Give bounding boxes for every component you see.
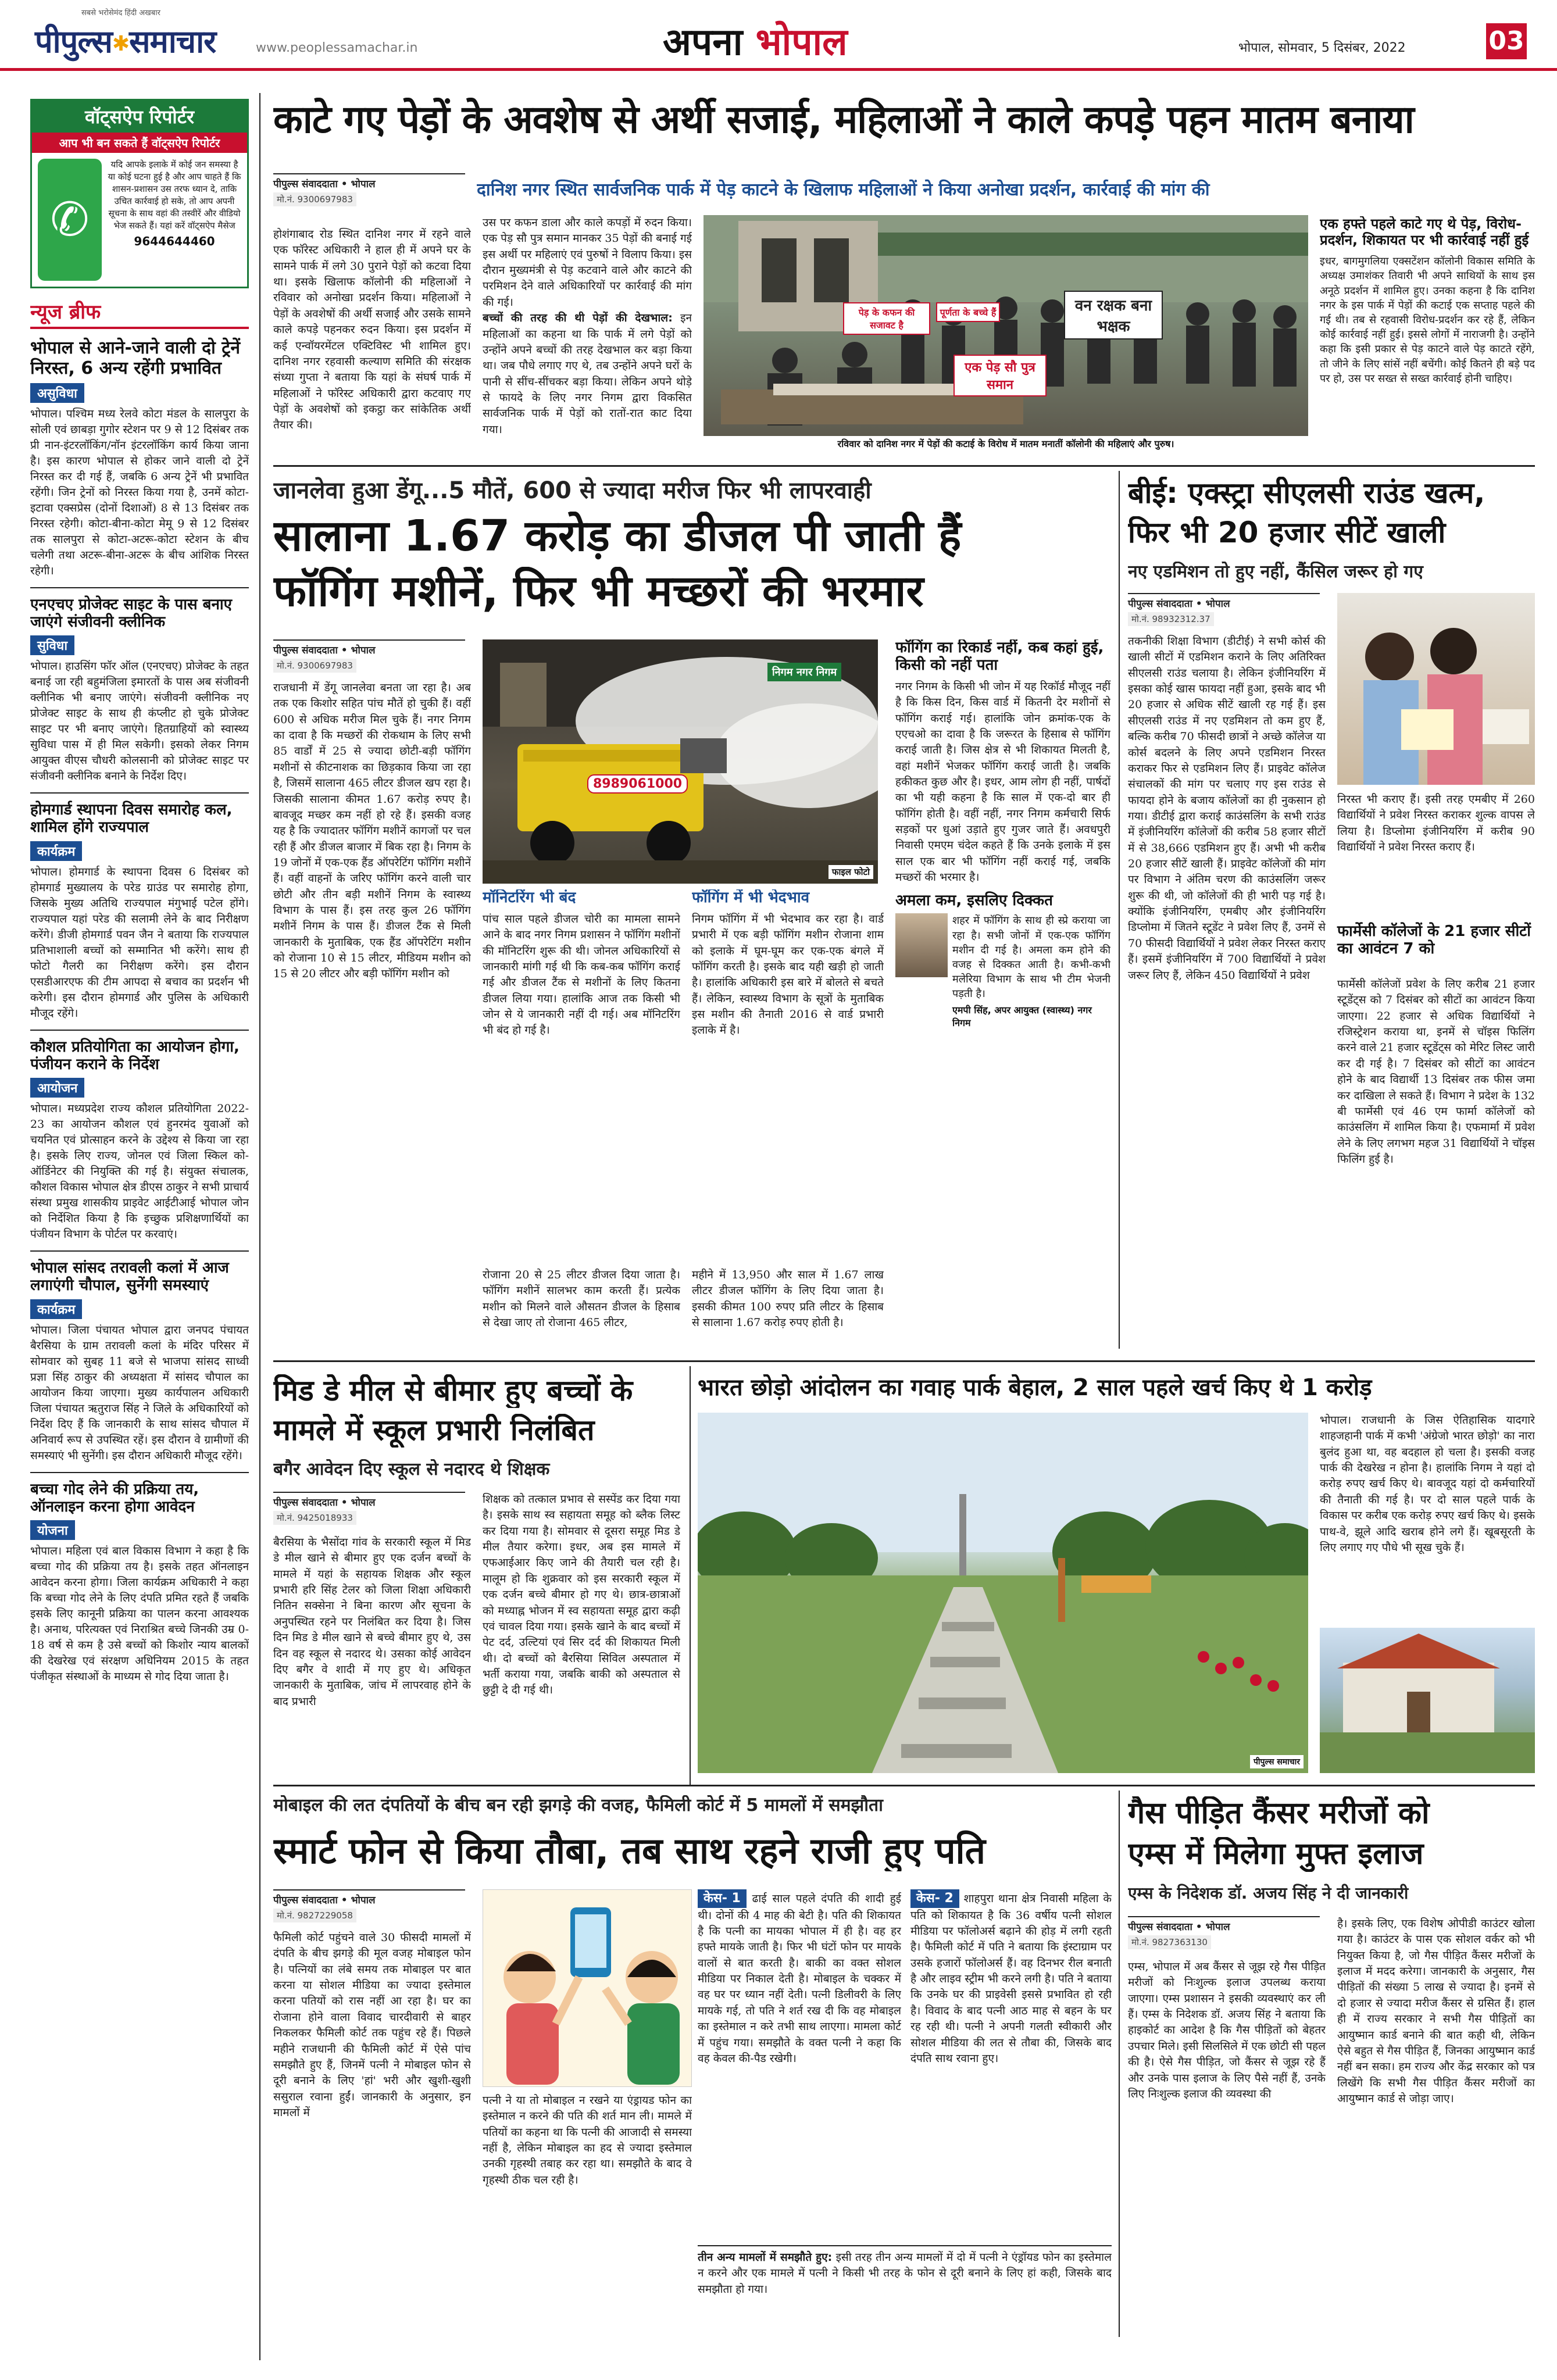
midday-byline: पीपुल्स संवाददाता • भोपाल xyxy=(273,1492,465,1509)
dengue-box-monitoring xyxy=(483,889,680,1262)
midday-headline-2: मामले में स्कूल प्रभारी निलंबित xyxy=(273,1414,595,1447)
lead-col-2 xyxy=(483,215,692,459)
column-divider xyxy=(1119,1791,1120,2337)
dengue-mobile: मो.नं. 9300697983 xyxy=(273,659,356,673)
paper-name-left: पीपुल्स xyxy=(35,23,112,60)
footer-title: तीन अन्य मामलों में समझौते हुए: xyxy=(698,2251,833,2264)
aiims-col-2: है। इसके लिए, एक विशेष ओपीडी काउंटर खोला गया है। काउंटर के पास एक सोशल वर्कर को भी नियुक्त किया है, जो गैस पीड़ित कैंसर मरीजों के इलाज में मदद करेगा। जानकारी के अनुसार, गैस पीड़ितों की संख्या 5 लाख से ज्यादा है। इनमें से दो हजार से ज्यादा मरीज कैंसर से ग्रसित हैं। हाल ही में राज्य सरकार ने सभी गैस पीड़ितों का आयुष्मान कार्ड बनाने की बात कही थी, लेकिन ऐसे बहुत से गैस पीड़ित हैं, जिनका आयुष्मान कार्ड नहीं बन सका। हम राज्य और केंद्र सरकार को पत्र लिखेंगे कि सभी गैस पीड़ित कैंसर मरीजों का आयुष्मान कार्ड से जोड़ा जाए। xyxy=(1337,1917,1535,2105)
brief-text: भोपाल। महिला एवं बाल विकास विभाग ने कहा है कि बच्चा गोद की प्रक्रिया तय है। इसके तहत ऑनलाइन आवेदन करना होगा। जिला कार्यक्रम अधिकारी ने कहा कि बच्चा गोद लेने के लिए दंपति प्रमित रहते हैं जबकि इसके लिए कानूनी प्रक्रिया का पालन करना आवश्यक है। अनाथ, परित्यक्त एवं निराश्रित बच्चे जिनकी उम्र 0-18 वर्ष से कम है उसे बच्चों को किशोर न्याय बालकों की देखरेख एवं संरक्षण अधिनियम 2015 के तहत पंजीकृत संस्थाओं के माध्यम से गोद दिया जाता है। xyxy=(30,1545,249,1684)
sidebar-divider xyxy=(259,93,260,2360)
be-photo xyxy=(1337,593,1535,785)
be-byline: पीपुल्स संवाददाता • भोपाल xyxy=(1128,593,1320,610)
lead-photo-caption: रविवार को दानिश नगर में पेड़ों की कटाई के विरोध में मातम मनातीं कॉलोनी की महिलाएं और पुरुष। xyxy=(703,437,1308,450)
smartphone-kicker: मोबाइल की लत दंपतियों के बीच बन रही झगड़े की वजह, फैमिली कोर्ट में 5 मामलों में समझौता xyxy=(273,1795,883,1816)
quote-text: शहर में फॉगिंग के साथ ही स्प्रे कराया जा रहा है। सभी जोनों में एक-एक फॉगिंग मशीन दी गई है। अमला कम होने की वजह से दिक्कत आती है। कभी-कभी मलेरिया विभाग के साथ भी टीम भेजनी पड़ती है। xyxy=(952,914,1110,1000)
case-2 xyxy=(910,1889,1112,2238)
protest-photo-illustration xyxy=(703,215,1308,436)
midday-col-1: बैरसिया के भैसोंदा गांव के सरकारी स्कूल में मिड डे मील खाने से बीमार हुए एक दर्जन बच्चों के मामले में यहां के सहायक शिक्षक और स्कूल प्रभारी हरि सिंह टेलर को जिला शिक्षा अधिकारी नितिन सक्सेना ने बिना कारण और सूचना के अनुपस्थित रहने पर निलंबित कर दिया है। जिस दिन मिड डे मील खाने से बच्चे बीमार हुए थे, उस दिन वह स्कूल से नदारद थे। उसका कोई आवेदन दिए बगैर वे शादी में गए हुए थे। अधिकृत जानकारी के मुताबिक, जांच में लापरवाह होने के बाद प्रभारी xyxy=(273,1536,471,1708)
lead-col-2-text-b: इन महिलाओं का कहना था कि पार्क में लगे पेड़ों को उन्होंने अपने बच्चों की तरह देखभाल कर बड़ा किया था। जब पौधे लगाए गए थे, तब उन्होंने अपने घरों के पानी से सींच-सींचकर बड़ा किया। लेकिन अपने थोड़े से फायदे के लिए नगर निगम द्वारा विकसित सार्वजनिक पार्क में पेड़ों को रातों-रात काट दिया गया। xyxy=(483,312,692,436)
brief-headline: भोपाल से आने-जाने वाली दो ट्रेनें निरस्त, 6 अन्य रहेंगी प्रभावित xyxy=(30,338,240,378)
sidebar xyxy=(30,99,249,2360)
placard: पेड़ के कफन की सजावट है xyxy=(843,302,930,335)
section-title xyxy=(663,15,848,66)
be-byline-block xyxy=(1128,593,1320,626)
whatsapp-sub: आप भी बन सकते हैं वॉट्सऐप रिपोर्टर xyxy=(32,133,247,153)
park-photo xyxy=(698,1413,1308,1773)
truck-sign: निगम नगर निगम xyxy=(767,663,841,681)
brief-headline: भोपाल सांसद तरावली कलां में आज लगाएंगी चौपाल, सुनेंगी समस्याएं xyxy=(30,1259,229,1295)
lead-col-1: होशंगाबाद रोड स्थित दानिश नगर में रहने वाले एक फॉरेस्ट अधिकारी ने हाल ही में अपने घर के सामने पार्क में लगे 30 पुराने पेड़ों को कटवा दिया था। इसके खिलाफ कॉलोनी की महिलाओं ने रविवार को अनोखा प्रदर्शन किया। महिलाओं ने पेड़ों के अवशेषों की अर्थी सजाई और उसके सामने काले कपड़े पहनकर रुदन किया। इस प्रदर्शन में कई एन्वॉयरमेंटल एक्टिविस्ट भी शामिल हुए। दानिश नगर रहवासी कल्याण समिति की संरक्षक संध्या गुप्ता ने बताया कि यहां के संघर्ष पार्क में महिलाओं ने फॉरेस्ट अधिकारी द्वारा कटवाए गए पेड़ों के अवशेषों को इकट्ठा कर सांकेतिक अर्थी तैयार की। xyxy=(273,228,471,432)
lead-byline: पीपुल्स संवाददाता • भोपाल xyxy=(273,173,465,190)
dengue-byline: पीपुल्स संवाददाता • भोपाल xyxy=(273,639,465,656)
brief-text: भोपाल। हाउसिंग फॉर ऑल (एनएचए) प्रोजेक्ट के तहत बनाई जा रही बहुमंजिला इमारतों के पास अब संजीवनी क्लीनिक भी बनाए जाएंगे। संजीवनी क्लीनिक नए प्रोजेक्ट साइट के साथ ही कंप्लीट हो चुके प्रोजेक्ट साइट पर भी बनाए जाएंगे। हितग्राहियों को स्वास्थ्य सुविधा पास में ही मिल सकेगी। इसको लेकर निगम आयुक्त वीएस चौधरी कोलसानी को प्रोजेक्ट साइट पर संजीवनी क्लीनिक बनाने के निर्देश दिए। xyxy=(30,660,249,783)
smartphone-footer xyxy=(698,2245,1112,2332)
lead-sidebar xyxy=(1320,216,1535,460)
column-divider xyxy=(690,1366,691,1785)
box-title: अमला कम, इसलिए दिक्कत xyxy=(895,892,1053,910)
placard: पूर्णता के बच्चे हैं xyxy=(936,302,1000,322)
dengue-box-record xyxy=(895,639,1110,1349)
be-col-1: तकनीकी शिक्षा विभाग (डीटीई) ने सभी कोर्स की खाली सीटों में एडमिशन कराने के लिए अतिरिक्त सीएलसी राउंड चलाया है। लेकिन इंजीनियरिंग में इसका कोई खास फायदा नहीं हुआ, इसके बाद भी 20 हजार से अधिक सीटें खाली रह गई हैं। इस सीएलसी राउंड में नए एडमिशन तो कम हुए हैं, बल्कि करीब 70 फीसदी छात्रों ने अच्छे कॉलेज या कोर्स बदलने के लिए अपने एडमिशन निरस्त कराकर फिर से एडमिशन लिए हैं। प्राइवेट कॉलेज संचालकों की मांग पर चलाए गए इस राउंड से फायदा होने के बजाय कॉलेजों का ही नुकसान हो गया। डीटीई द्वारा कराई काउंसलिंग के सभी राउंड में इंजीनियरिंग कॉलेजों की करीब 58 हजार सीटों में से 38,666 एडमिशन हुए हैं। अभी भी करीब 20 हजार सीटें खाली हैं। प्राइवेट कॉलेजों की मांग पर विभाग ने अंतिम चरण की काउंसलिंग जरूर शुरू की थी, जो कॉलेजों की ही भारी पड़ गई है। क्योंकि इंजीनियरिंग, एमबीए और इंजीनियरिंग डिप्लोमा में जितने स्टूडेंट ने प्रवेश लिए हैं, उनमें से 70 फीसदी विद्यार्थियों ने प्रवेश लेकर निरस्त कराए हैं। इसमें इंजीनियरिंग में 700 विद्यार्थियों ने प्रवेश जरूर लिए हैं, लेकिन 450 विद्यार्थियों ने प्रवेश xyxy=(1128,635,1326,982)
smartphone-headline: स्मार्ट फोन से किया तौबा, तब साथ रहने राजी हुए पति xyxy=(273,1830,985,1872)
brief-item xyxy=(30,802,249,1021)
smartphone-col-1: फैमिली कोर्ट पहुंचने वाले 30 फीसदी मामलों में दंपति के बीच झगड़े की मूल वजह मोबाइल फोन है। पत्नियों का लंबे समय तक मोबाइल पर बात करना या सोशल मीडिया का ज्यादा इस्तेमाल करना पतियों को रास नहीं आ रहा है। घर का रोजाना होने वाला विवाद चारदीवारी से बाहर निकलकर फैमिली कोर्ट तक पहुंच रहे हैं। पिछले महीने राजधानी की फैमिली कोर्ट में ऐसे पांच समझौते हुए हैं, जिनमें पत्नी ने मोबाइल फोन से दूरी बनाने के लिए 'हां' भरी और खुशी-खुशी ससुराल रवाना हुईं। जानकारी के अनुसार, इन मामलों में xyxy=(273,1931,471,2119)
logo-star-icon: ✱ xyxy=(112,31,130,56)
truck-phone: 8989061000 xyxy=(587,774,688,794)
midday-kicker: बगैर आवेदन दिए स्कूल से नदारद थे शिक्षक xyxy=(273,1459,550,1480)
case-2-tag: केस- 2 xyxy=(910,1889,959,1908)
aiims-headline-2: एम्स में मिलेगा मुफ्त इलाज xyxy=(1128,1837,1424,1871)
be-col-2b: फार्मेसी कॉलेजों प्रवेश के लिए करीब 21 हजार स्टूडेंट्स को 7 दिसंबर को सीटों का आवंटन किया जाएगा। 22 हजार से अधिक विद्यार्थियों ने रजिस्ट्रेशन कराया था, इनमें से चॉइस फिलिंग करने वाले 21 हजार स्टूडेंट्स को मेरिट लिस्ट जारी कर दी गई है। 7 दिसंबर को सीटों का आवंटन होने के बाद विद्यार्थी 13 दिसंबर तक फीस जमा कर दाखिला ले सकते हैं। विभाग ने प्रदेश के 132 बी फार्मेसी एवं 46 एम फार्मा कॉलेजों को काउंसलिंग में शामिल किया है। एफमार्मा में प्रवेश लेने के लिए लगभग महज 31 विद्यार्थियों ने चॉइस फिलिंग हुई है। xyxy=(1337,978,1535,1166)
dengue-col-2: रोजाना 20 से 25 लीटर डीजल दिया जाता है। फॉगिंग मशीनें सालभर काम करती हैं। प्रत्येक मशीन को मिलने वाले औसतन डीजल के हिसाब से देखा जाए तो रोजाना 465 लीटर, xyxy=(483,1268,680,1330)
brief-item xyxy=(30,596,249,785)
brief-item xyxy=(30,1481,249,1685)
whatsapp-box xyxy=(30,99,249,288)
smartphone-byline: पीपुल्स संवाददाता • भोपाल xyxy=(273,1889,465,1906)
section-divider xyxy=(273,1785,1535,1786)
quote-sig: एमपी सिंह, अपर आयुक्त (स्वास्थ्य) नगर निगम xyxy=(952,1005,1092,1029)
park-inset-illustration xyxy=(1320,1628,1535,1773)
brief-tag: योजना xyxy=(30,1520,75,1540)
midday-headline-1: मिड डे मील से बीमार हुए बच्चों के xyxy=(273,1374,633,1407)
students-photo-illustration xyxy=(1337,593,1535,785)
park-illustration xyxy=(698,1413,1308,1773)
aiims-col-1: एम्स, भोपाल में अब कैंसर से जूझ रहे गैस पीड़ित मरीजों को निःशुल्क इलाज उपलब्ध कराया जाएगा। एम्स प्रशासन ने इसकी व्यवस्थाएं कर ली हैं। एम्स के निदेशक डॉ. अजय सिंह ने बताया कि हाइकोर्ट का आदेश है कि गैस पीड़ितों को बेहतर उपचार मिले। इसी सिलसिले में एक छोटी सी पहल की है। ऐसे गैस पीड़ित, जो कैंसर से जूझ रहे हैं और उनके पास इलाज के लिए पैसे नहीं हैं, उनके लिए निःशुल्क इलाज की व्यवस्था की xyxy=(1128,1960,1326,2100)
dateline: भोपाल, सोमवार, 5 दिसंबर, 2022 xyxy=(1238,41,1406,55)
lead-col-2-subhead: बच्चों की तरह की थी पेड़ों की देखभाल: xyxy=(483,312,673,325)
brief-tag: असुविधा xyxy=(30,383,84,403)
dengue-box-bias xyxy=(692,889,884,1262)
dengue-col-1: राजधानी में डेंगू जानलेवा बनता जा रहा है। अब तक एक किशोर सहित पांच मौतें हो चुकी हैं। वहीं 600 से अधिक मरीज मिल चुके हैं। नगर निगम का दावा है कि मच्छरों की रोकथाम के लिए सभी 85 वार्डों में 25 से ज्यादा छोटी-बड़ी फॉगिंग मशीनों से कीटनाशक का छिड़काव किया जा रहा है, जिसमें सालाना 465 लीटर डीजल खप रहा है। जिसकी सालाना कीमत 1.67 करोड़ रुपए है। बावजूद मच्छर कम नहीं हो रहे हैं। इसकी वजह यह है कि ज्यादातर फॉगिंग मशीनें कागजों पर चल रही हैं और डीजल बाजार में बिक रहा है। निगम के 19 जोनों में एक-एक हैंड ऑपरेटिंग फॉगिंग मशीनें हैं। वहीं वाहनों के जरिए फॉगिंग करने वाली चार छोटी और तीन बड़ी मशीनें निगम के स्वास्थ्य विभाग के पास हैं। इस तरह कुल 26 फॉगिंग मशीनें निगम के पास हैं। डीजल टैंक से मिली जानकारी के मुताबिक, एक हैंड ऑपरेटिंग मशीन को रोजाना 10 से 15 लीटर, मीडियम मशीन को 15 से 20 लीटर और बड़ी फॉगिंग मशीन को xyxy=(273,681,471,981)
aiims-byline: पीपुल्स संवाददाता • भोपाल xyxy=(1128,1916,1320,1933)
footer-text: इसी तरह तीन अन्य मामलों में दो में पत्नी ने एंड्रॉयड फोन का इस्तेमाल न करने और एक मामले में पत्नी ने किसी भी तरह के फोन से दूरी बनाने के लिए हां कही, जिसके बाद समझौता हो गया। xyxy=(698,2251,1112,2296)
whatsapp-icon: ✆ xyxy=(38,159,102,281)
brief-headline: कौशल प्रतियोगिता का आयोजन होगा, पंजीयन कराने के निर्देश xyxy=(30,1038,240,1073)
lead-side-headline: एक हफ्ते पहले काटे गए थे पेड़, विरोध-प्रदर्शन, शिकायत पर भी कार्रवाई नहीं हुई xyxy=(1320,216,1529,248)
paper-logo xyxy=(35,19,216,62)
section-prefix: अपना xyxy=(663,21,743,64)
brief-tag: आयोजन xyxy=(30,1078,84,1098)
smartphone-byline-block xyxy=(273,1889,465,1922)
brief-text: भोपाल। होमगार्ड के स्थापना दिवस 6 दिसंबर को होमगार्ड मुख्यालय के परेड ग्राउंड पर समारोह होगा, जिसके मुख्य अतिथि राज्यपाल मंगुभाई पटेल होंगे। राज्यपाल यहां परेड की सलामी लेने के बाद निरीक्षण करेंगे। डीजी होमगार्ड पवन जैन ने बताया कि राज्यपाल प्रतिभाशाली बच्चों को सम्मानित भी करेंगे। साथ ही फोटो गैलरी का निरीक्षण करेंगे। इस दौरान एसडीआरएफ की टीम आपदा से बचाव का प्रदर्शन भी करेगी। इस दौरान होमगार्ड और पुलिस के अधिकारी मौजूद रहेंगे। xyxy=(30,865,249,1020)
couple-cartoon-illustration xyxy=(483,1890,692,2087)
dengue-byline-block xyxy=(273,639,465,673)
park-headline: भारत छोड़ो आंदोलन का गवाह पार्क बेहाल, 2 साल पहले खर्च किए थे 1 करोड़ xyxy=(698,1374,1372,1401)
box-title: फॉगिंग में भी भेदभाव xyxy=(692,889,810,906)
paper-name-right: समाचार xyxy=(129,23,216,60)
park-text: भोपाल। राजधानी के जिस ऐतिहासिक यादगारे शाहजहानी पार्क में कभी 'अंग्रेजो भारत छोड़ो' का नारा बुलंद हुआ था, वह बदहाल हो चला है। इसकी वजह पार्क की देखरेख न होना है। हालांकि निगम ने यहां दो करोड़ रुपए खर्च किए थे। बावजूद यहां दो कर्मचारियों की तैनाती की गई है। पर दो साल पहले पार्क के विकास पर करीब एक करोड़ रुपए खर्च किए थे। इसके पाथ-वे, झूले आदि खराब होने लगे हैं। खूबसूरती के लिए लगाए गए पौधे भी सूख चुके हैं। xyxy=(1320,1414,1535,1554)
aiims-kicker: एम्स के निदेशक डॉ. अजय सिंह ने दी जानकारी xyxy=(1128,1884,1409,1903)
lead-headline: काटे गए पेड़ों के अवशेष से अर्थी सजाई, महिलाओं ने काले कपड़े पहन मातम बनाया xyxy=(273,98,1414,142)
section-divider xyxy=(273,1360,1535,1362)
aiims-headline-1: गैस पीड़ित कैंसर मरीजों को xyxy=(1128,1796,1430,1831)
be-mobile: मो.नं. 98932312.37 xyxy=(1128,612,1214,626)
brief-headline: बच्चा गोद लेने की प्रक्रिया तय, ऑनलाइन करना होगा आवेदन xyxy=(30,1480,199,1516)
box-title: फॉगिंग का रिकार्ड नहीं, कब कहां हुई, किसी को नहीं पता xyxy=(895,639,1104,674)
whatsapp-title: वॉट्सऐप रिपोर्टर xyxy=(32,101,247,133)
park-inset-photo xyxy=(1320,1628,1535,1773)
case-1 xyxy=(698,1889,901,2238)
lead-col-2-text: उस पर कफन डाला और काले कपड़ों में रुदन किया। एक पेड़ सौ पुत्र समान मानकर 35 पेड़ों की बनाई गई इस अर्थी पर महिलाएं एवं पुरुषों ने विलाप किया। इस दौरान मुख्यमंत्री से पेड़ कटवाने वाले और काटने की परमिशन देने वाले अधिकारियों पर कार्रवाई की मांग की गई। xyxy=(483,216,692,309)
smartphone-mobile: मो.नं. 9827229058 xyxy=(273,1909,356,1922)
brief-headline: एनएचए प्रोजेक्ट साइट के पास बनाए जाएंगे संजीवनी क्लीनिक xyxy=(30,595,233,631)
lead-photo xyxy=(703,215,1308,436)
box-text: पांच साल पहले डीजल चोरी का मामला सामने आने के बाद नगर निगम प्रशासन ने फॉगिंग मशीनों की मॉनिटरिंग शुरू की थी। जोनल अधिकारियों से जानकारी मांगी गई थी कि कब-कब फॉगिंग कराई गई और डीजल टैंक से मशीनों के लिए कितना डीजल लिया गया। हालांकि आज तक किसी भी जोन से ये जानकारी नहीं दी गई। अब मॉनिटरिंग भी बंद हो गई है। xyxy=(483,912,680,1037)
lead-side-text: इधर, बागमुगलिया एक्सटेंशन कॉलोनी विकास समिति के अध्यक्ष उमाशंकर तिवारी भी अपने साथियों के साथ इस अनूठे प्रदर्शन में शामिल हुए। उनका कहना है कि दानिश नगर के इस पार्क में पेड़ों की कटाई एक सप्ताह पहले की गई थी। तब से रहवासी विरोध-प्रदर्शन कर रहे हैं, लेकिन कोई कार्रवाई नहीं हुई। इससे लोगों में नाराजगी है। उन्होंने कहा कि इसी प्रकार से पेड़ काटने वाले पेड़ काटते रहेंगे, तो जीने के लिए सांसें नहीं बचेंगी। कोई कितने ही बड़े पद पर हो, उस पर सख्त से सख्त कार्रवाई होनी चाहिए। xyxy=(1320,255,1535,385)
paper-tagline: सबसे भरोसेमंद हिंदी अखबार xyxy=(81,9,160,17)
brief-text: भोपाल। जिला पंचायत भोपाल द्वारा जनपद पंचायत बैरसिया के ग्राम तरावली कलां के मंदिर परिसर में सोमवार को सुबह 11 बजे से भाजपा सांसद साध्वी प्रज्ञा सिंह ठाकुर की अध्यक्षता में सांसद चौपाल का आयोजन किया जाएगा। मुख्य कार्यपालन अधिकारी जिला पंचायत ऋतुराज सिंह ने जिले के अधिकारियों को निर्देश दिए हैं कि जानकारी के साथ सांसद चौपाल में अनिवार्य रूप से उपस्थित रहें। इस दौरान वे ग्रामीणों की समस्याएं भी सुनेंगी। इस दौरान अधिकारी मौजूद रहेंगे। xyxy=(30,1323,249,1462)
column-divider xyxy=(1119,471,1120,1349)
brief-tag: कार्यक्रम xyxy=(30,1299,82,1319)
case-1-tag: केस- 1 xyxy=(698,1889,747,1908)
placard: एक पेड़ सौ पुत्र समान xyxy=(954,355,1047,396)
be-col-2: निरस्त भी कराए हैं। इसी तरह एमबीए में 260 विद्यार्थियों ने प्रवेश निरस्त कराकर शुल्क वापस ले लिया है। डिप्लोमा इंजीनियरिंग में करीब 90 विद्यार्थियों ने प्रवेश निरस्त कराए हैं। xyxy=(1337,793,1535,854)
official-photo xyxy=(895,913,948,977)
lead-deck: दानिश नगर स्थित सार्वजनिक पार्क में पेड़ काटने के खिलाफ महिलाओं ने किया अनोखा प्रदर्शन, कार्रवाई की मांग की xyxy=(477,180,1210,200)
couple-cartoon xyxy=(483,1889,692,2087)
section-divider xyxy=(273,465,1535,467)
brief-text: भोपाल। पश्चिम मध्य रेलवे कोटा मंडल के सालपुरा के सोली एवं छाबड़ा गुगोर स्टेशन पर 9 से 12 दिसंबर तक प्री नान-इंटरलॉकिंग/नॉन इंटरलॉकिंग कार्य किया जाना है। इस कारण भोपाल से होकर जाने वाली दो ट्रेनें निरस्त कर दी गई हैं, जबकि 6 अन्य ट्रेनें भी प्रभावित रहेंगी। जिन ट्रेनों को निरस्त किया गया है, उनमें कोटा-इटावा एक्सप्रेस (दोनों दिशाओं) 8 से 13 दिसंबर तक निरस्त रहेगी। कोटा-बीना-कोटा मेमू 9 से 12 दिसंबर तक सालपुरा से कोटा-अटरू-कोटा स्टेशन के बीच चलेगी तथा अटरू-बीना-अटरू के बीच आंशिक निरस्त रहेगी। xyxy=(30,408,249,577)
box-text: नगर निगम के किसी भी जोन में यह रिकॉर्ड मौजूद नहीं है कि किस दिन, किस वार्ड में कितनी देर मशीनों से फॉगिंग कराई गई। हालांकि जोन क्रमांक-एक के एएचओ का दावा है कि जरूरत के हिसाब से फॉगिंग कराई जाती है। जिस क्षेत्र से भी शिकायत मिलती है, वहां मशीनें भेजकर फॉगिंग कराई जाती है। जबकि हकीकत कुछ और है। इधर, आम लोग ही नहीं, पार्षदों का भी यही कहना है कि साल में एक-दो बार ही फॉगिंग होती है। वहीं नहीं, नगर निगम कर्मचारी सिर्फ सड़कों पर धुआं उड़ाते हुए गुजर जाते हैं। अवधपुरी निवासी एमएम चंदेल कहते हैं कि उनके इलाके में इस साल एक बार भी फॉगिंग नहीं कराई गई, जबकि मच्छरों की भरमार है। xyxy=(895,680,1110,884)
aiims-byline-block xyxy=(1128,1916,1320,1949)
dengue-col-3: महीने में 13,950 और साल में 1.67 लाख लीटर डीजल फॉगिंग के लिए दिया जाता है। इसकी कीमत 100 रुपए प्रति लीटर के हिसाब से सालाना 1.67 करोड़ रुपए होती है। xyxy=(692,1268,884,1330)
brief-headline: होमगार्ड स्थापना दिवस समारोह कल, शामिल होंगे राज्यपाल xyxy=(30,801,233,837)
brief-text: भोपाल। मध्यप्रदेश राज्य कौशल प्रतियोगिता 2022-23 का आयोजन कौशल एवं हुनरमंद युवाओं को चयनित एवं प्रोत्साहन करने के उद्देश्य से किया जा रहा है। इसके लिए राज्य, जोनल एवं जिला स्किल को-ऑर्डिनेटर की नियुक्ति की गई है। संयुक्त संचालक, कौशल विकास भोपाल क्षेत्र डीएस ठाकुर ने सभी प्राचार्य संस्था प्रमुख शासकीय प्राइवेट आईटीआई भोपाल जोन को निर्देशित किया है कि इच्छुक प्रशिक्षणार्थियों का पंजीयन विभाग के पोर्टल पर करवाएं। xyxy=(30,1102,249,1241)
dengue-kicker: जानलेवा हुआ डेंगू...5 मौतें, 600 से ज्यादा मरीज फिर भी लापरवाही xyxy=(273,477,872,504)
section-suffix: भोपाल xyxy=(755,21,848,64)
brief-tag: कार्यक्रम xyxy=(30,841,82,861)
brief-tag: सुविधा xyxy=(30,635,74,655)
dengue-headline-2: फॉगिंग मशीनें, फिर भी मच्छरों की भरमार xyxy=(273,567,924,616)
smartphone-col-2: पत्नी ने या तो मोबाइल न रखने या एंड्रायड फोन का इस्तेमाल न करने की पति की शर्त मान ली। मामले में पतियों का कहना था कि पत्नी की आजादी से समस्या नहीं है, लेकिन मोबाइल का हद से ज्यादा इस्तेमाल उनकी गृहस्थी तबाह कर रहा था। समझौते के बाद वे गृहस्थी ठीक चल रही है। xyxy=(483,2094,692,2186)
be-subhead: फार्मेसी कॉलेजों के 21 हजार सीटों का आवंटन 7 को xyxy=(1337,923,1531,957)
news-brief-label: न्यूज ब्रीफ xyxy=(30,298,249,329)
photo-label: फाइल फोटो xyxy=(829,865,873,879)
case-1-text: ढाई साल पहले दंपति की शादी हुई थी। दोनों की 4 माह की बेटी है। पति की शिकायत है कि पत्नी का मायका भोपाल में ही है। वह हर हफ्ते मायके जाती है। फिर भी घंटों फोन पर मायके वालों से बात करती है। बाकी का वक्त सोशल मीडिया पर निकाल देती है। मोबाइल के चक्कर में वह घर पर ध्यान नहीं देती। पत्नी डिलीवरी के लिए मायके गई, तो पति ने शर्त रख दी कि वह मोबाइल का इस्तेमाल न करे तभी साथ लाएगा। मामला कोर्ट में पहुंच गया। समझौते के वक्त पत्नी ने कहा कि वह केवल की-पैड रखेगी। xyxy=(698,1892,901,2065)
lead-byline-block xyxy=(273,173,465,206)
box-title: मॉनिटरिंग भी बंद xyxy=(483,889,576,906)
be-kicker: नए एडमिशन तो हुए नहीं, कैंसिल जरूर हो गए xyxy=(1128,562,1423,582)
box-text: निगम फॉगिंग में भी भेदभाव कर रहा है। वार्ड प्रभारी में एक बड़ी फॉगिंग मशीन रोजाना शाम को इलाके में घूम-घूम कर एक-एक बंगले में फॉगिंग करती है। इसके बाद यही खड़ी हो जाती है। हालांकि अधिकारी इस बारे में बोलते से बचते हैं। लेकिन, स्वास्थ्य विभाग के सूत्रों के मुताबिक इस मशीन की तैनाती 2016 से वार्ड प्रभारी इलाके में है। xyxy=(692,912,884,1037)
aiims-mobile: मो.नं. 9827363130 xyxy=(1128,1935,1211,1949)
page-number: 03 xyxy=(1486,23,1527,59)
brief-item xyxy=(30,338,249,579)
whatsapp-text: यदि आपके इलाके में कोई जन समस्या है या कोई घटना हुई है और आप चाहते हैं कि शासन-प्रशासन उस तरफ ध्यान दे, ताकि उचित कार्रवाई हो सके, तो आप अपनी सूचना के साथ वहां की तस्वीरें और वीडियो भेज सकते हैं। यहां करें वॉट्सऐप मैसेज xyxy=(108,159,241,231)
case-2-text: शाहपुरा थाना क्षेत्र निवासी महिला के पति को शिकायत है कि 36 वर्षीय पत्नी सोशल मीडिया पर फॉलोअर्स बढ़ाने की होड़ में लगी रहती है। फैमिली कोर्ट में पति ने बताया कि इंस्टाग्राम पर उसके हजारों फॉलोअर्स हैं। वह दिनभर रील बनाती है और लाइव स्ट्रीम भी करने लगी है। पति ने बताया कि उनके घर की प्राइवेसी इससे प्रभावित हो रही है। विवाद के बाद पत्नी आठ माह से बहन के घर रह रही थी। पत्नी ने अपनी गलती स्वीकारी और सोशल मीडिया की लत से तौबा की, जिसके बाद दंपति साथ रवाना हुए। xyxy=(910,1892,1112,2065)
lead-mobile: मो.नं. 9300697983 xyxy=(273,192,356,206)
be-headline-1: बीई: एक्स्ट्रा सीएलसी राउंड खत्म, xyxy=(1128,477,1485,510)
midday-col-2: शिक्षक को तत्काल प्रभाव से सस्पेंड कर दिया गया है। इसके साथ स्व सहायता समूह को ब्लैक लिस्ट कर दिया गया है। सोमवार से दूसरा समूह मिड डे मील तैयार करेगा। इधर, अब इस मामले में एफआईआर किए जाने की तैयारी चल रही है। मालूम हो कि शुक्रवार को इस सरकारी स्कूल में एक दर्जन बच्चे बीमार हो गए थे। छात्र-छात्राओं को मध्याह्न भोजन में स्व सहायता समूह द्वारा कढ़ी एवं चावल दिया गया। इसके खाने के बाद बच्चों में पेट दर्द, उल्टियां एवं सिर दर्द की शिकायत मिली थी। दो बच्चों को बैरसिया सिविल अस्पताल में भर्ती कराया गया, जबकि बाकी को अस्पताल से छुट्टी दे दी गई थी। xyxy=(483,1493,680,1697)
dengue-photo xyxy=(483,639,878,884)
dengue-headline-1: सालाना 1.67 करोड़ का डीजल पी जाती हैं xyxy=(273,512,962,561)
be-headline-2: फिर भी 20 हजार सीटें खाली xyxy=(1128,516,1446,549)
whatsapp-number[interactable]: 9644644460 xyxy=(134,234,215,248)
brief-item xyxy=(30,1260,249,1464)
photo-credit: पीपुल्स समाचार xyxy=(1250,1755,1304,1768)
brief-item xyxy=(30,1039,249,1243)
midday-mobile: मो.नं. 9425018933 xyxy=(273,1511,356,1525)
placard: वन रक्षक बना भक्षक xyxy=(1064,291,1163,340)
masthead xyxy=(0,0,1557,71)
midday-byline-block xyxy=(273,1492,465,1525)
website-link[interactable]: www.peoplessamachar.in xyxy=(256,41,418,55)
